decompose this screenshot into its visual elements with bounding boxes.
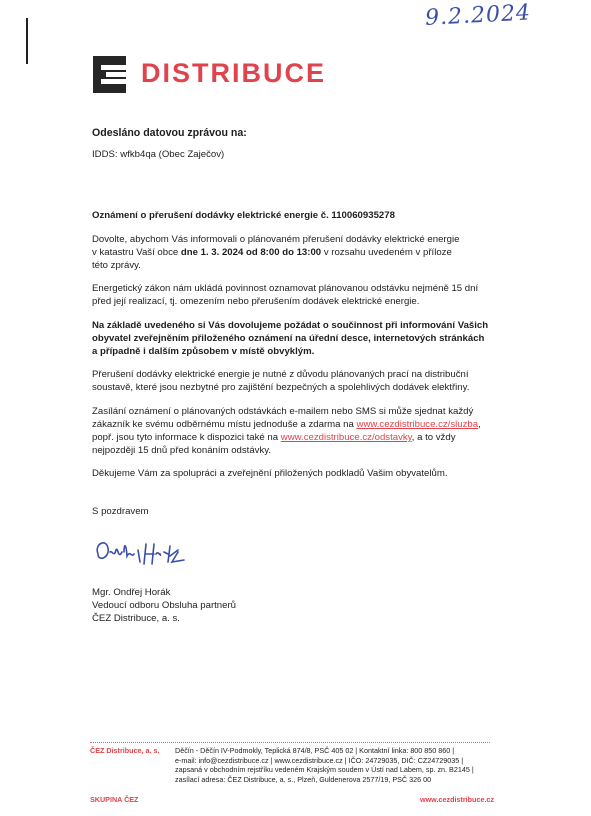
signatory-position: Vedoucí odboru Obsluha partnerů bbox=[92, 600, 237, 611]
notice-title: Oznámení o přerušení dodávky elektrické energie č. 110060935278 bbox=[92, 210, 395, 221]
footer-line-3: zapsaná v obchodním rejstříku vedeném Krajským soudem v Ústí nad Labem, sp. zn. B2145 | bbox=[175, 765, 474, 775]
footer-company-info bbox=[175, 746, 474, 784]
footer-group: SKUPINA ČEZ bbox=[90, 795, 139, 804]
p1-text-pre: v katastru Vaší obce bbox=[92, 247, 179, 258]
signatory-company: ČEZ Distribuce, a. s. bbox=[92, 613, 180, 624]
signatory-name: Mgr. Ondřej Horák bbox=[92, 587, 171, 598]
paragraph-2-line-2: před její realizací, tj. omezením nebo přerušením dodávek elektrické energie. bbox=[92, 296, 420, 307]
paragraph-5-line-4: nejpozději 15 dnů před konáním odstávky. bbox=[92, 445, 272, 456]
paragraph-3-line-2: obyvatel zveřejněním přiloženého oznámení na úřední desce, internetových stránkách bbox=[92, 333, 485, 344]
paragraph-4-line-1: Přerušení dodávky elektrické energie je nutné z důvodu plánovaných prací na distribuční bbox=[92, 369, 469, 380]
recipient-line: IDDS: wfkb4qa (Obec Zaječov) bbox=[92, 149, 225, 160]
paragraph-1-line-3: této zprávy. bbox=[92, 260, 141, 271]
paragraph-5-line-1: Zasílání oznámení o plánovaných odstávkách e-mailem nebo SMS si může sjednat každý bbox=[92, 406, 474, 417]
paragraph-1-line-1: Dovolte, abychom Vás informovali o plánovaném přerušení dodávky elektrické energie bbox=[92, 234, 460, 245]
footer-website-link[interactable]: www.cezdistribuce.cz bbox=[420, 795, 495, 804]
logo-text: DISTRIBUCE bbox=[141, 58, 327, 88]
footer-brand: ČEZ Distribuce, a. s. bbox=[90, 746, 160, 755]
p5-text-post-2: , a to vždy bbox=[411, 432, 456, 443]
margin-mark bbox=[26, 18, 28, 64]
cez-logo-icon bbox=[93, 56, 126, 93]
p5-comma: , bbox=[478, 419, 481, 430]
outages-link[interactable]: www.cezdistribuce.cz/odstavky bbox=[280, 432, 412, 443]
paragraph-2-line-1: Energetický zákon nám ukládá povinnost oznamovat plánovanou odstávku nejméně 15 dní bbox=[92, 283, 479, 294]
paragraph-3-line-3: a případně i dalším způsobem v místě obvyklým. bbox=[92, 346, 315, 357]
paragraph-6: Děkujeme Vám za spolupráci a zveřejnění přiložených podkladů Vašim obyvatelům. bbox=[92, 468, 448, 479]
sent-by-heading: Odesláno datovou zprávou na: bbox=[92, 127, 247, 139]
paragraph-4-line-2: soustavě, které jsou nezbytné pro zajištění bezpečných a spolehlivých dodávek elektřiny. bbox=[92, 382, 470, 393]
footer-line-2: e-mail: info@cezdistribuce.cz | www.cezdistribuce.cz | IČO: 24729035, DIČ: CZ24729035 | bbox=[175, 755, 464, 765]
footer-divider bbox=[90, 742, 490, 743]
paragraph-3-line-1: Na základě uvedeného si Vás dovolujeme požádat o součinnost při informování Vašich bbox=[92, 320, 489, 331]
handwritten-date: 9.2.2024 bbox=[424, 0, 532, 31]
p1-text-post: v rozsahu uvedeném v příloze bbox=[323, 247, 452, 258]
service-link[interactable]: www.cezdistribuce.cz/sluzba bbox=[356, 419, 479, 430]
greeting: S pozdravem bbox=[92, 506, 149, 517]
paragraph-5-line-3 bbox=[92, 432, 456, 445]
p5-text-pre-2: popř. jsou tyto informace k dispozici také na bbox=[92, 432, 279, 443]
p5-text-pre: zákazník ke svému odběrnému místu jednoduše a zdarma na bbox=[92, 419, 354, 430]
handwritten-signature bbox=[92, 532, 202, 572]
footer-line-1: Děčín - Děčín IV-Podmokly, Teplická 874/8, PSČ 405 02 | Kontaktní linka: 800 850 860 | bbox=[175, 746, 455, 755]
paragraph-5-line-2 bbox=[92, 419, 481, 432]
outage-datetime: dne 1. 3. 2024 od 8:00 do 13:00 bbox=[180, 247, 322, 258]
paragraph-1-line-2 bbox=[92, 247, 452, 260]
footer-line-4: zasílací adresa: ČEZ Distribuce, a. s., Plzeň, Guldenerova 2577/19, PSČ 326 00 bbox=[175, 774, 432, 784]
